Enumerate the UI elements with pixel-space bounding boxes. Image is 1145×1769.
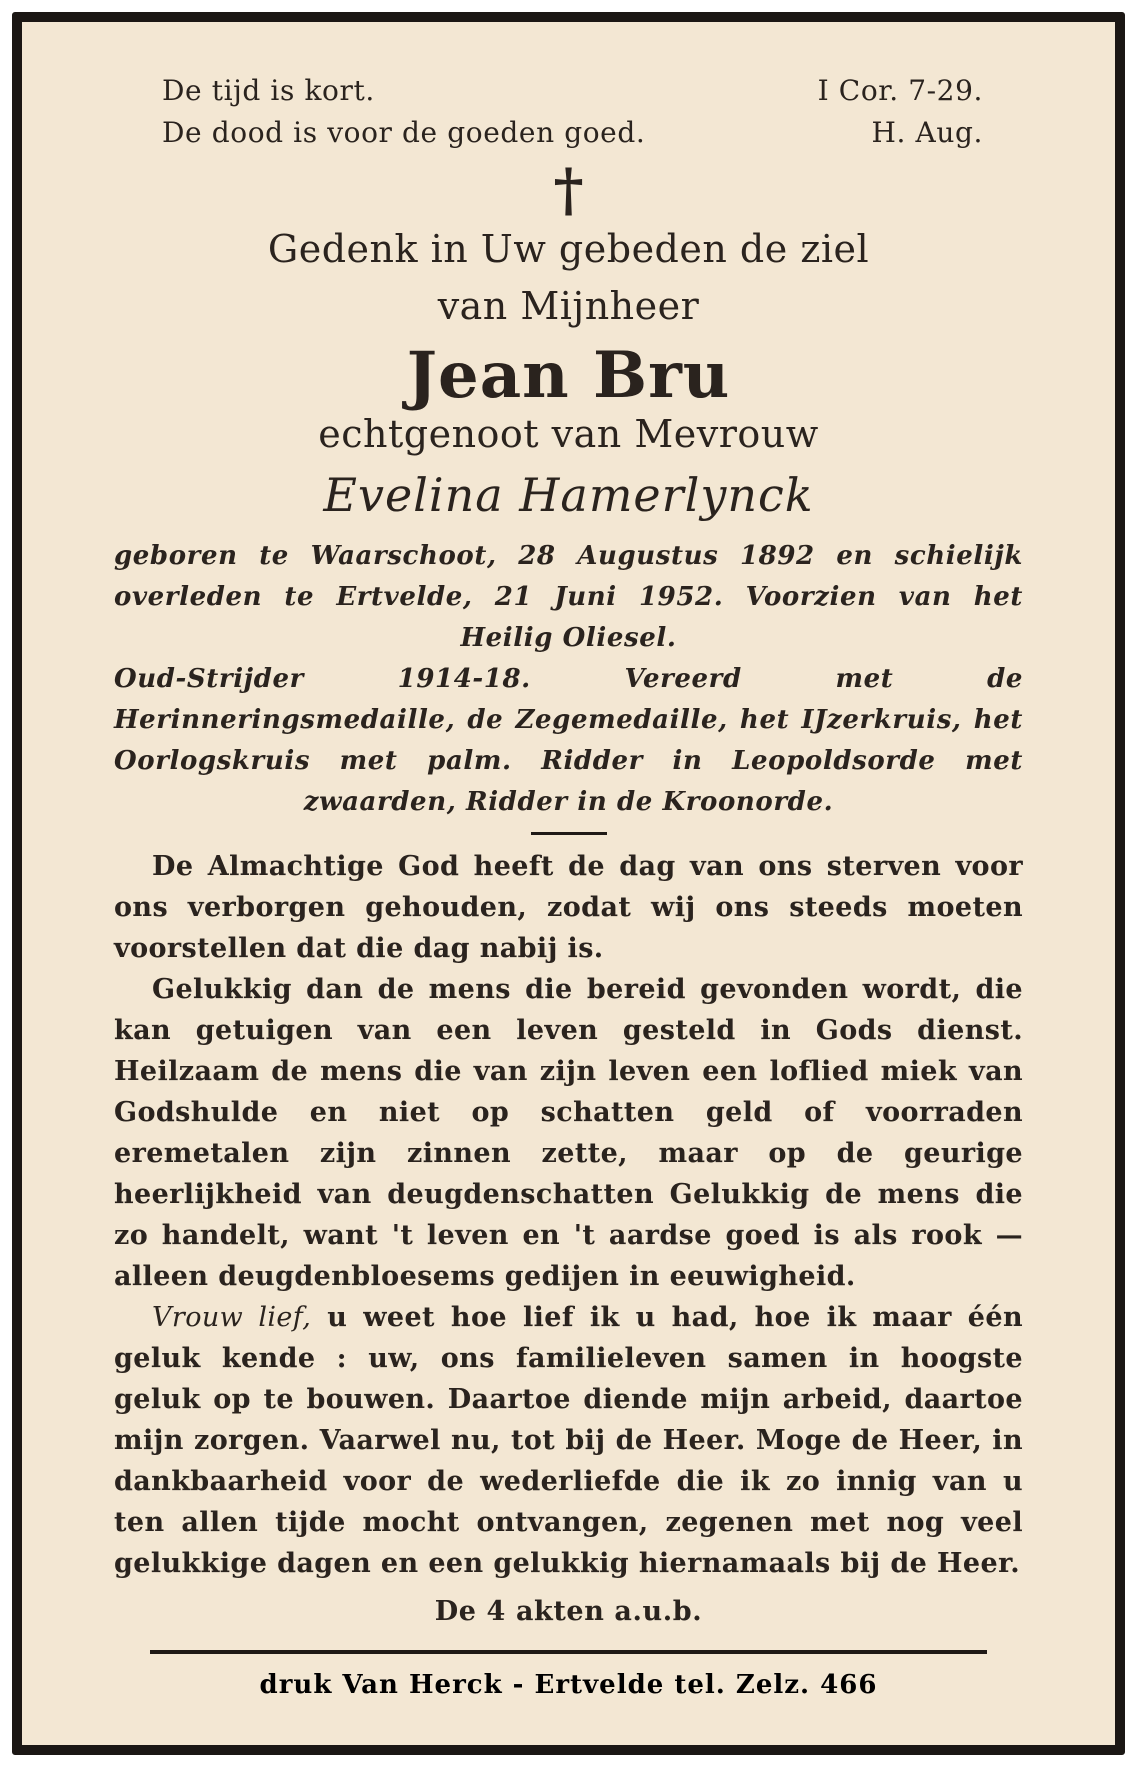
source-line-2: H. Aug. (871, 116, 983, 149)
paragraph-3-rest: u weet hoe lief ik u had, hoe ik maar één geluk kende : uw, ons familieleven samen in hoogste geluk op te bouwen. Daartoe diende mijn arbeid, daartoe mijn zorgen. Vaarwel nu, tot bij de Heer. Moge de Heer, in dankbaarheid voor de wederliefde die ik zo innig van u ten allen tijde mocht ontvangen, zegenen met nog veel gelukkige dagen en een gelukkig hiernamaals bij de Heer. (114, 1302, 1023, 1579)
header-quote-source (818, 70, 983, 154)
spouse-name: Evelina Hamerlynck (323, 468, 814, 522)
spouse-intro: echtgenoot van Mevrouw (318, 412, 819, 456)
header-quote-text (162, 70, 645, 154)
printer-credit: druk Van Herck - Ertvelde tel. Zelz. 466 (259, 1670, 878, 1700)
mass-request: De 4 akten a.u.b. (434, 1596, 703, 1627)
short-divider (531, 832, 607, 835)
header-quotes (162, 70, 983, 154)
intro-line-2: van Mijnheer (437, 284, 700, 328)
long-divider (150, 1650, 987, 1654)
paragraph-3 (114, 1297, 1023, 1584)
card-content (114, 22, 1023, 1745)
paragraph-1: De Almachtige God heeft de dag van ons sterven voor ons verborgen gehouden, zodat wij ons steeds moeten voorstellen dat die dag nabij is. (114, 851, 1023, 964)
memorial-text (114, 846, 1023, 1584)
quote-line-1: De tijd is kort. (162, 74, 375, 107)
paragraph-2: Gelukkig dan de mens die bereid gevonden wordt, die kan getuigen van een leven gesteld in Gods dienst. Heilzaam de mens die van zijn leven een loflied miek van Godshulde en niet op schatten geld of voorraden eremetalen zijn zinnen zette, maar op de geurige heerlijkheid van deugdenschatten Gelukkig de mens die zo handelt, want 't leven en 't aardse goed is als rook — alleen deugdenbloesems gedijen in eeuwigheid. (114, 974, 1023, 1292)
deceased-name: Jean Bru (406, 338, 731, 413)
memorial-card (12, 12, 1125, 1755)
intro-line-1: Gedenk in Uw gebeden de ziel (267, 227, 870, 271)
quote-line-2: De dood is voor de goeden goed. (162, 116, 646, 149)
paragraph-3-lead: Vrouw lief, (152, 1302, 312, 1333)
bio-birth-death: geboren te Waarschoot, 28 Augustus 1892 en schielijk overleden te Ertvelde, 21 Juni 1952. Voorzien van het Heilig Oliesel. (114, 541, 1023, 653)
cross-icon: † (553, 156, 584, 224)
biography (114, 536, 1023, 823)
source-line-1: I Cor. 7-29. (817, 74, 983, 107)
bio-honors: Oud-Strijder 1914-18. Vereerd met de Herinneringsmedaille, de Zegemedaille, het IJzerkruis, het Oorlogskruis met palm. Ridder in Leopoldsorde met zwaarden, Ridder in de Kroonorde. (114, 664, 1023, 817)
